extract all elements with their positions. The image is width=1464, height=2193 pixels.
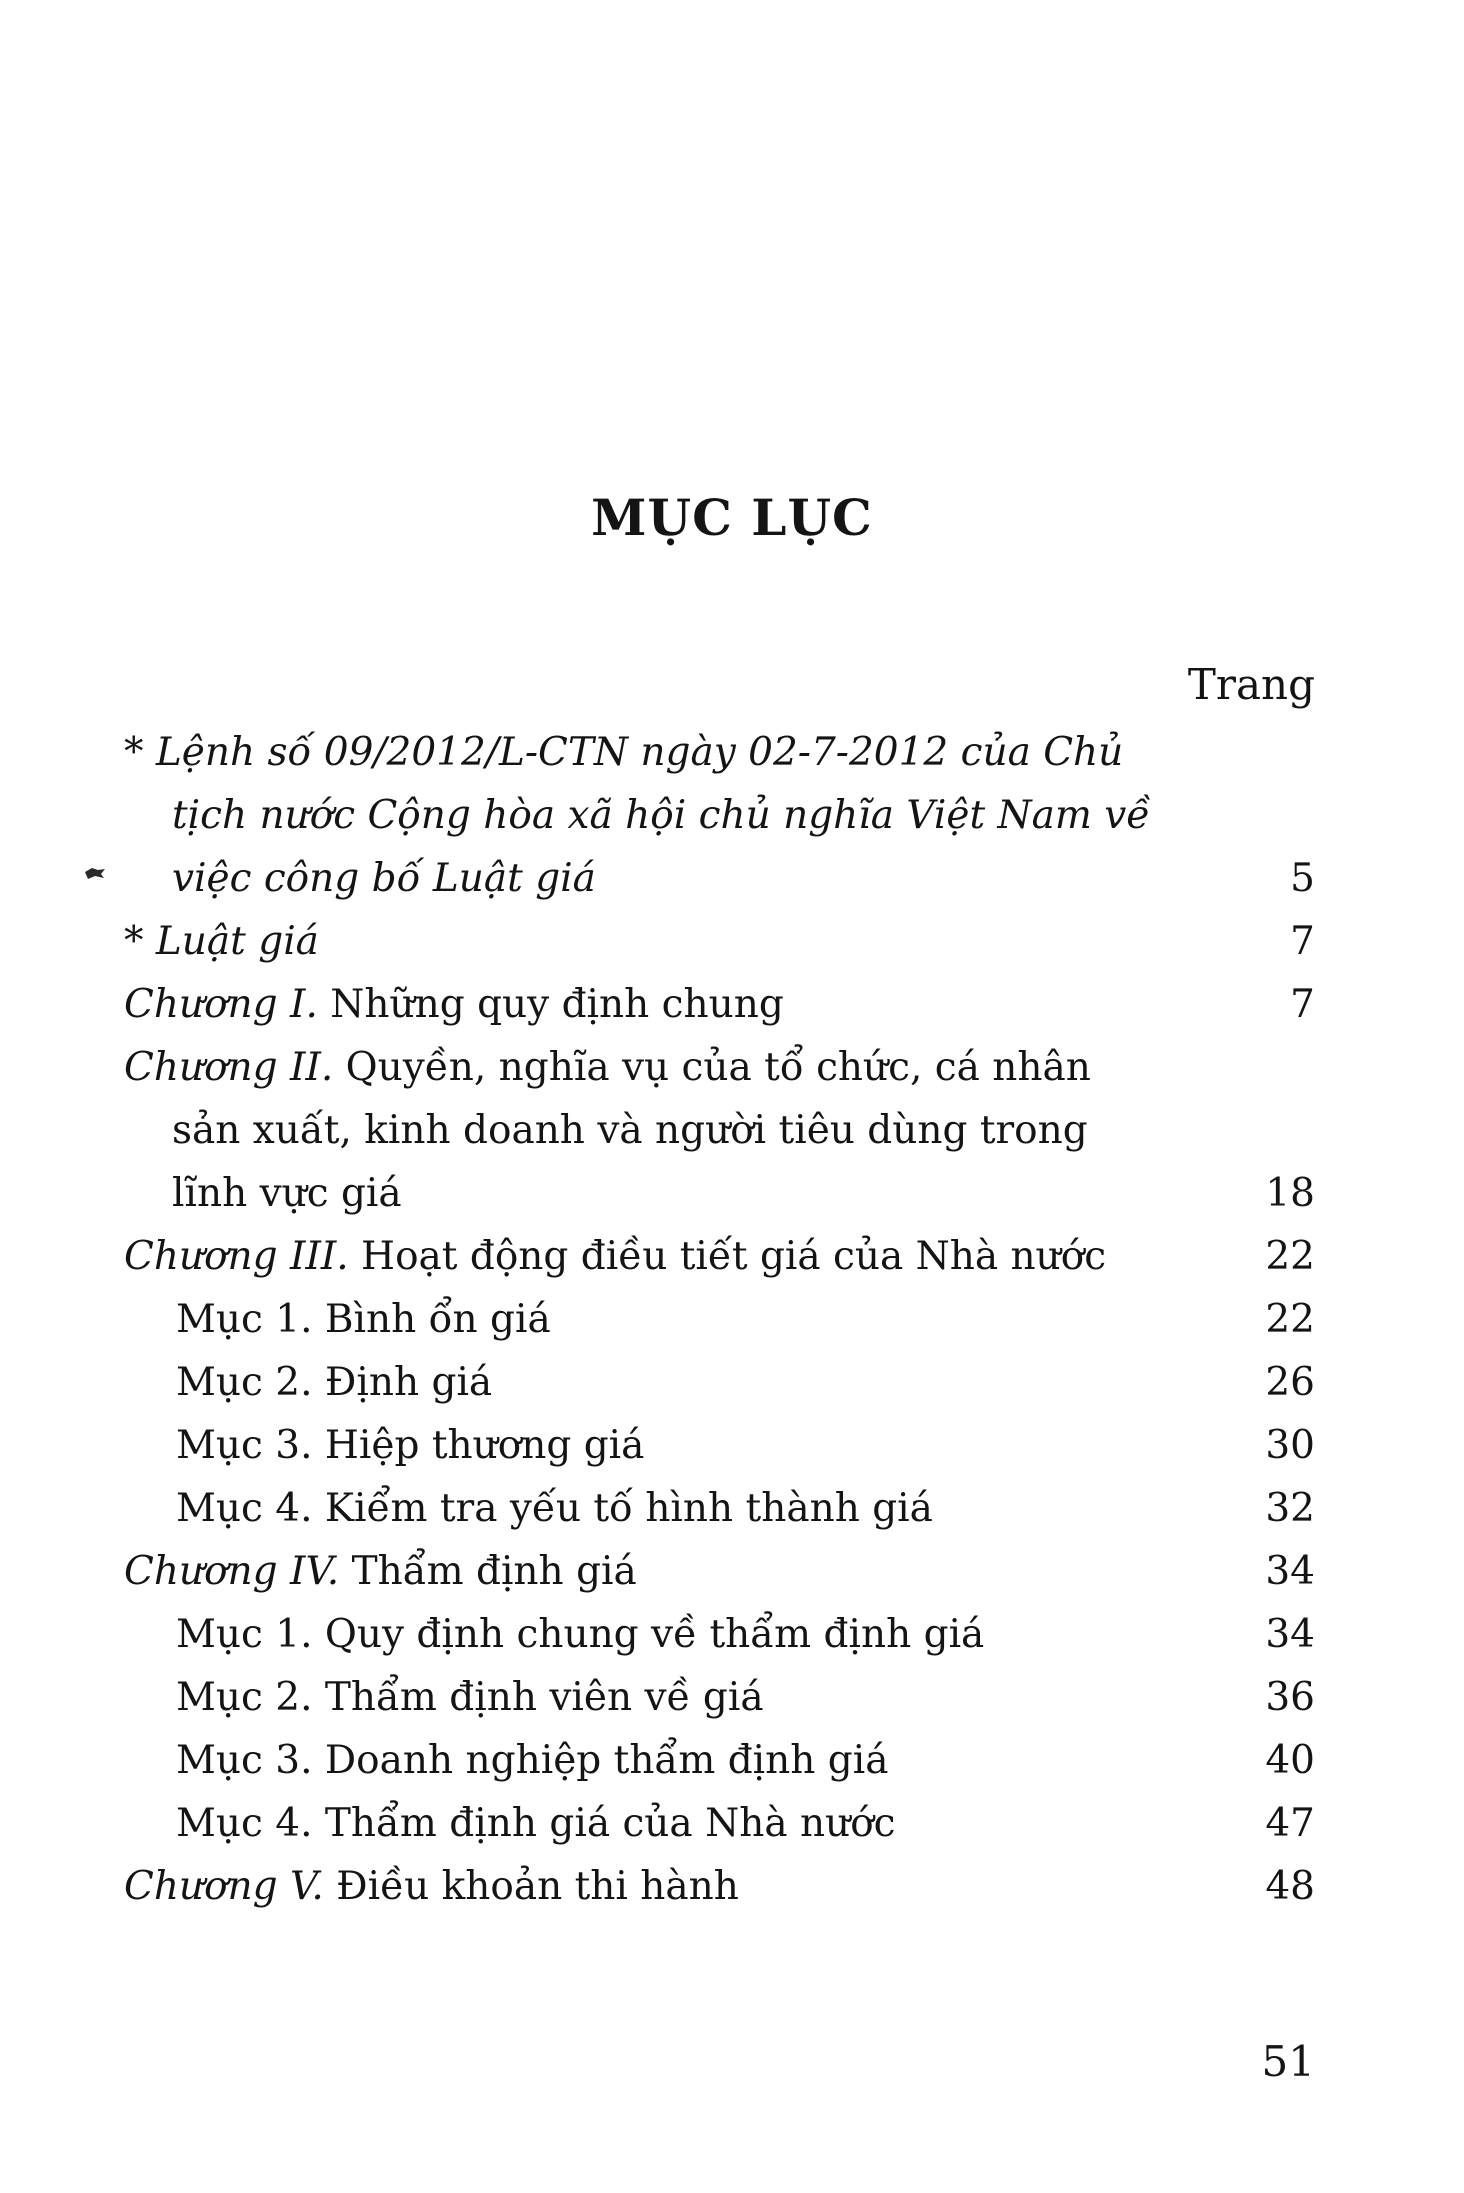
toc-entry-line (124, 1099, 1315, 1162)
toc-entry-line (124, 784, 1315, 847)
entry-text: Mục 3. Hiệp thương giá (176, 1423, 645, 1468)
entry-text: Mục 2. Định giá (176, 1360, 493, 1405)
toc-entry-line (124, 1225, 1315, 1288)
entry-bullet: * (124, 730, 156, 775)
toc-entry (124, 1540, 1315, 1603)
toc-entry-line (124, 1792, 1315, 1855)
entry-italic-text: tịch nước Cộng hòa xã hội chủ nghĩa Việt Nam về (172, 793, 1151, 838)
toc-subentry (124, 1603, 1315, 1666)
toc-subentry (124, 1351, 1315, 1414)
ink-blot-mark (84, 866, 106, 880)
toc-entry (124, 910, 1315, 973)
entry-page-number: 18 (1265, 1171, 1315, 1216)
entry-page-number: 40 (1265, 1738, 1315, 1783)
entry-text: Mục 4. Thẩm định giá của Nhà nước (176, 1801, 896, 1846)
entry-text: lĩnh vực giá (172, 1171, 402, 1216)
toc-entry-line (124, 721, 1315, 784)
entry-page-number: 34 (1265, 1549, 1315, 1594)
entry-text: Hoạt động điều tiết giá của Nhà nước (348, 1234, 1107, 1279)
toc-entry-line (124, 1540, 1315, 1603)
entry-italic-text: Lệnh số 09/2012/L-CTN ngày 02-7-2012 của Chủ (155, 730, 1124, 775)
toc-entry-line (124, 1162, 1315, 1225)
table-of-contents (124, 721, 1315, 1918)
entry-page-number: 34 (1265, 1612, 1315, 1657)
entry-text: Mục 3. Doanh nghiệp thẩm định giá (176, 1738, 889, 1783)
entry-text: sản xuất, kinh doanh và người tiêu dùng trong (172, 1108, 1088, 1153)
entry-italic-text: việc công bố Luật giá (172, 856, 596, 901)
entry-page-number: 5 (1290, 856, 1315, 901)
entry-text: Điều khoản thi hành (323, 1864, 739, 1909)
toc-subentry (124, 1729, 1315, 1792)
toc-entry (124, 1036, 1315, 1225)
entry-text: Mục 2. Thẩm định viên về giá (176, 1675, 764, 1720)
toc-entry-line (124, 847, 1315, 910)
toc-entry-line (124, 973, 1315, 1036)
toc-subentry (124, 1414, 1315, 1477)
entry-page-number: 48 (1265, 1864, 1315, 1909)
entry-italic-text: Chương I. (124, 982, 318, 1027)
entry-italic-text: Chương III. (124, 1234, 349, 1279)
entry-text: Thẩm định giá (339, 1549, 637, 1594)
entry-page-number: 7 (1290, 982, 1315, 1027)
page-title: MỤC LỤC (591, 488, 873, 547)
page-number: 51 (1261, 2037, 1315, 2086)
toc-entry-line (124, 1288, 1315, 1351)
toc-entry-line (124, 1414, 1315, 1477)
entry-text: Mục 4. Kiểm tra yếu tố hình thành giá (176, 1486, 933, 1531)
entry-page-number: 36 (1265, 1675, 1315, 1720)
entry-page-number: 47 (1265, 1801, 1315, 1846)
entry-page-number: 22 (1265, 1234, 1315, 1279)
toc-entry (124, 721, 1315, 910)
entry-text: Mục 1. Bình ổn giá (176, 1297, 551, 1342)
entry-page-number: 22 (1265, 1297, 1315, 1342)
toc-entry-line (124, 1036, 1315, 1099)
toc-subentry (124, 1666, 1315, 1729)
toc-entry-line (124, 1603, 1315, 1666)
entry-page-number: 30 (1265, 1423, 1315, 1468)
toc-entry (124, 973, 1315, 1036)
toc-entry-line (124, 1666, 1315, 1729)
entry-italic-text: Chương II. (124, 1045, 334, 1090)
entry-text: Mục 1. Quy định chung về thẩm định giá (176, 1612, 985, 1657)
entry-page-number: 7 (1290, 919, 1315, 964)
entry-italic-text: Luật giá (155, 919, 319, 964)
toc-entry-line (124, 1477, 1315, 1540)
page-column-label: Trang (1187, 660, 1315, 709)
entry-page-number: 32 (1265, 1486, 1315, 1531)
entry-text: Quyền, nghĩa vụ của tổ chức, cá nhân (333, 1045, 1091, 1090)
toc-entry-line (124, 1351, 1315, 1414)
entry-page-number: 26 (1265, 1360, 1315, 1405)
toc-entry-line (124, 910, 1315, 973)
toc-subentry (124, 1477, 1315, 1540)
entry-text: Những quy định chung (317, 982, 784, 1027)
toc-entry-line (124, 1729, 1315, 1792)
toc-subentry (124, 1288, 1315, 1351)
toc-entry-line (124, 1855, 1315, 1918)
entry-italic-text: Chương V. (124, 1864, 324, 1909)
toc-entry (124, 1855, 1315, 1918)
toc-entry (124, 1225, 1315, 1288)
entry-bullet: * (124, 919, 156, 964)
entry-italic-text: Chương IV. (124, 1549, 340, 1594)
toc-subentry (124, 1792, 1315, 1855)
